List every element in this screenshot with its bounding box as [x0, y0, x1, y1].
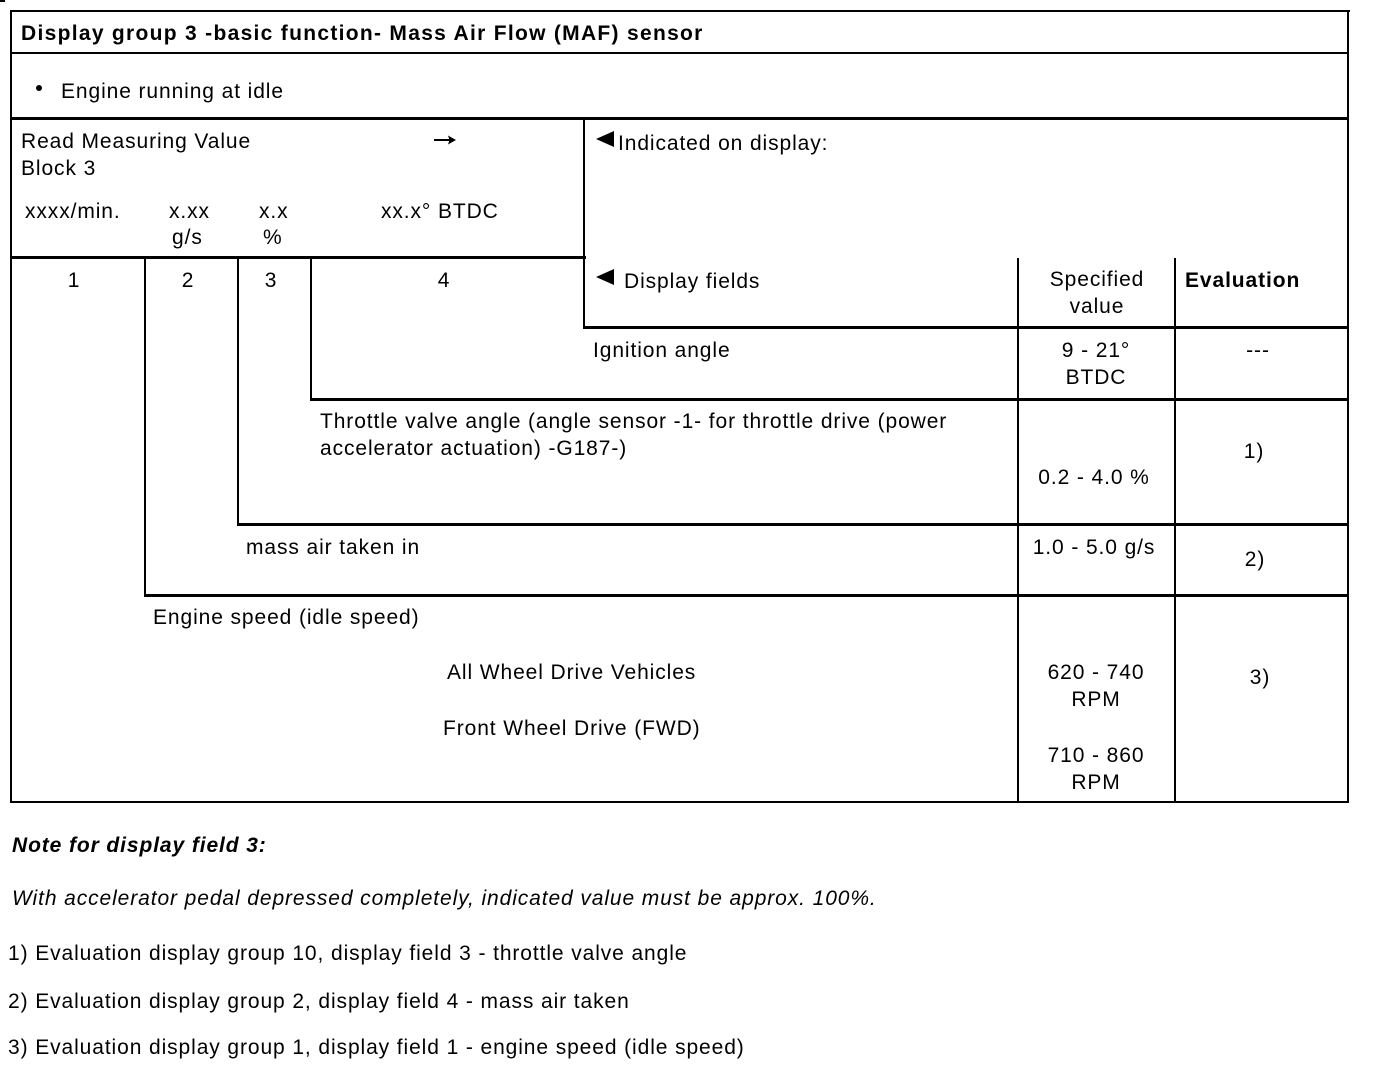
- specified-value-awd: 620 - 740 RPM: [1047, 661, 1145, 711]
- table-border-right: [1347, 10, 1349, 803]
- row-label: Engine speed (idle speed): [153, 606, 420, 629]
- row-mass-air-divider: [144, 594, 1349, 597]
- field-3-unit: %: [263, 226, 283, 249]
- note-text: With accelerator pedal depressed completely, indicated value must be approx. 100%.: [12, 887, 877, 910]
- header-row-divider: [583, 326, 1349, 329]
- evaluation-value: 1): [1243, 440, 1265, 463]
- specified-value-fwd: 710 - 860 RPM: [1047, 744, 1145, 794]
- corner-mark: [0, 0, 5, 2]
- triangle-left-icon: [596, 269, 614, 285]
- display-fields-label: Display fields: [624, 270, 761, 293]
- footnote-3: 3) Evaluation display group 1, display field 1 - engine speed (idle speed): [8, 1036, 745, 1059]
- indicated-label: Indicated on display:: [618, 132, 829, 155]
- row-label: Ignition angle: [593, 339, 731, 362]
- evaluation-value: 2): [1244, 548, 1266, 571]
- field-number-4: 4: [437, 269, 451, 292]
- note-heading: Note for display field 3:: [12, 834, 267, 857]
- field-2-bracket: [237, 257, 239, 525]
- table-border-top: [10, 10, 1350, 12]
- field-number-2: 2: [181, 269, 195, 292]
- row-label: mass air taken in: [246, 536, 421, 559]
- field-2-format: x.xx: [169, 200, 210, 223]
- arrow-right-icon: [433, 134, 457, 146]
- evaluation-column-divider: [1174, 258, 1176, 803]
- field-number-3: 3: [264, 269, 278, 292]
- evaluation-header: Evaluation: [1185, 269, 1301, 292]
- row-throttle-divider: [237, 523, 1349, 526]
- specified-value: 9 - 21° BTDC: [1061, 339, 1131, 389]
- evaluation-value: ---: [1246, 339, 1270, 362]
- field-3-format: x.x: [259, 200, 289, 223]
- triangle-left-icon: [596, 131, 614, 147]
- specified-value: 1.0 - 5.0 g/s: [1032, 536, 1156, 559]
- specified-value: 0.2 - 4.0 %: [1038, 466, 1150, 489]
- table-border-left: [10, 10, 12, 803]
- variant-label-awd: All Wheel Drive Vehicles: [447, 661, 697, 684]
- field-3-bracket: [310, 257, 312, 400]
- specified-value-header: Specified value: [1049, 268, 1145, 318]
- field-1-format: xxxx/min.: [25, 200, 121, 223]
- read-block-right-divider: [583, 118, 585, 329]
- field-2-unit: g/s: [172, 226, 203, 249]
- footnote-1: 1) Evaluation display group 10, display field 3 - throttle valve angle: [8, 942, 688, 965]
- read-block-label: Read Measuring Value: [21, 130, 252, 153]
- specified-column-divider: [1017, 258, 1019, 803]
- condition-row-divider: [10, 117, 1349, 120]
- row-label: Throttle valve angle (angle sensor -1- for throttle drive (power accelerator actuation) -G187-): [320, 410, 948, 460]
- bullet-icon: [36, 85, 42, 91]
- variant-label-fwd: Front Wheel Drive (FWD): [443, 717, 701, 740]
- test-condition: Engine running at idle: [61, 80, 284, 103]
- field-4-format: xx.x° BTDC: [381, 200, 499, 223]
- read-block-number: Block 3: [21, 157, 97, 180]
- footnote-2: 2) Evaluation display group 2, display field 4 - mass air taken: [8, 990, 630, 1013]
- table-border-bottom: [10, 801, 1349, 803]
- row-ignition-divider: [310, 398, 1349, 401]
- evaluation-value: 3): [1249, 666, 1271, 689]
- field-1-bracket: [144, 257, 146, 596]
- read-block-divider: [10, 256, 586, 259]
- page-title: Display group 3 -basic function- Mass Air Flow (MAF) sensor: [21, 22, 704, 45]
- title-row-divider: [10, 52, 1349, 54]
- field-number-1: 1: [67, 269, 81, 292]
